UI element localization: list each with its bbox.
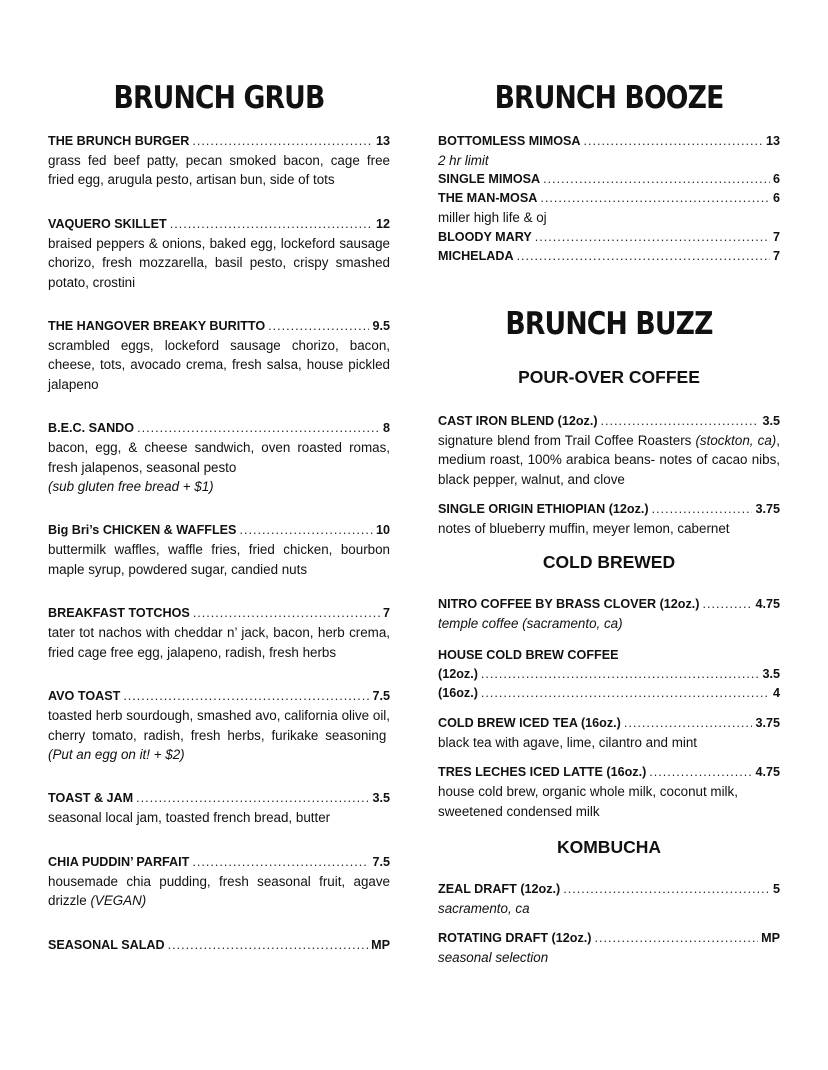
brunch-buzz-title: BRUNCH BUZZ: [505, 305, 713, 342]
item-description: [438, 431, 780, 489]
menu-item: [48, 521, 390, 579]
item-description-text: , medium roast, 100% arabica beans- notes of cacao nibs, black pepper, walnut, and clove: [438, 432, 780, 487]
item-name: CHIA PUDDIN’ PARFAIT: [48, 854, 190, 869]
item-name: BOTTOMLESS MIMOSA: [438, 134, 581, 148]
item-name: B.E.C. SANDO: [48, 421, 135, 436]
item-price: 5: [772, 882, 780, 897]
menu-item: [48, 853, 390, 911]
item-name: VAQUERO SKILLET: [48, 216, 167, 231]
menu-item: [438, 132, 780, 170]
brunch-grub-column: [48, 0, 390, 955]
item-description: seasonal local jam, toasted french bread, butter: [48, 810, 331, 826]
item-note: 2 hr limit: [438, 153, 489, 168]
item-price: 6: [772, 172, 780, 187]
item-name: BREAKFAST TOTCHOS: [48, 606, 190, 621]
menu-item: [48, 604, 390, 662]
item-name: HOUSE COLD BREW COFFEE: [438, 647, 619, 662]
item-name: THE HANGOVER BREAKY BURITTO: [48, 319, 266, 334]
item-description: black tea with agave, lime, cilantro and mint: [438, 734, 698, 750]
item-price: 12: [375, 216, 390, 231]
menu-item: [48, 317, 390, 394]
menu-item: [438, 170, 780, 189]
item-description-text: housemade chia pudding, fresh seasonal fruit, agave drizzle: [48, 873, 390, 909]
brunch-drinks-column: [438, 0, 780, 968]
item-price: 9.5: [372, 319, 390, 334]
item-name: SINGLE ORIGIN ETHIOPIAN (12oz.): [438, 502, 649, 517]
item-price: 3.75: [755, 502, 780, 517]
menu-item: [438, 500, 780, 538]
brunch-grub-title: BRUNCH GRUB: [113, 80, 325, 116]
item-price: 13: [765, 134, 780, 148]
menu-item: [48, 687, 390, 764]
item-name: SEASONAL SALAD: [48, 937, 165, 952]
menu-item: [48, 132, 390, 190]
menu-item: [438, 247, 780, 266]
item-name: TOAST & JAM: [48, 791, 134, 806]
item-description: [48, 872, 390, 911]
menu-item: [438, 595, 780, 633]
menu-item: [48, 789, 390, 827]
item-origin: (stockton, ca): [695, 432, 777, 448]
item-note: temple coffee (sacramento, ca): [438, 616, 623, 632]
menu-item: [438, 646, 780, 703]
item-name: ROTATING DRAFT (12oz.): [438, 931, 592, 946]
menu-item: [438, 763, 780, 821]
item-name: TRES LECHES ICED LATTE (16oz.): [438, 765, 647, 780]
size-name: (16oz.): [438, 685, 478, 700]
item-description: braised peppers & onions, baked egg, lockeford sausage chorizo, fresh mozzarella, basil pesto, crispy smashed potato, crostini: [48, 235, 390, 290]
pour-over-heading: POUR-OVER COFFEE: [518, 366, 700, 387]
item-price: 10: [375, 523, 390, 538]
item-price: 6: [772, 191, 780, 206]
item-description-text: signature blend from Trail Coffee Roasters: [438, 432, 692, 448]
item-description: buttermilk waffles, waffle fries, fried chicken, bourbon maple syrup, powdered sugar, candied nuts: [48, 542, 390, 577]
kombucha-heading: KOMBUCHA: [556, 837, 662, 858]
item-note: (Put an egg on it! + $2): [48, 746, 185, 762]
item-description: bacon, egg, & cheese sandwich, oven roasted romas, fresh jalapenos, seasonal pesto: [48, 440, 390, 475]
menu-item: [438, 412, 780, 489]
item-price: 4.75: [755, 597, 780, 612]
item-name: AVO TOAST: [48, 689, 121, 704]
menu-item: [438, 714, 780, 752]
size-price: 3.5: [762, 666, 780, 681]
item-price: 13: [375, 134, 390, 148]
item-note: (VEGAN): [90, 893, 147, 909]
menu-item: [438, 880, 780, 918]
size-price: 4: [772, 685, 780, 700]
item-name: ZEAL DRAFT (12oz.): [438, 882, 561, 897]
item-price: 3.75: [755, 715, 780, 730]
item-note: seasonal selection: [438, 950, 549, 966]
menu-item: [438, 228, 780, 247]
menu-item: [48, 936, 390, 955]
menu-item: [438, 189, 780, 227]
item-price: MP: [761, 931, 780, 946]
menu-item: [48, 419, 390, 496]
item-price: 7.5: [372, 854, 390, 869]
item-price: MP: [371, 937, 390, 952]
item-price: 4.75: [755, 765, 780, 780]
item-description: scrambled eggs, lockeford sausage chorizo, bacon, cheese, tots, avocado crema, fresh salsa, house pickled jalapeno: [48, 338, 390, 392]
item-note: sacramento, ca: [438, 901, 530, 917]
item-price: 7.5: [372, 689, 390, 704]
item-description: house cold brew, organic whole milk, coconut milk, sweetened condensed milk: [438, 784, 738, 819]
brunch-booze-title: BRUNCH BOOZE: [494, 80, 724, 116]
menu-item: [438, 929, 780, 967]
item-description: notes of blueberry muffin, meyer lemon, cabernet: [438, 521, 730, 537]
item-price: 8: [382, 421, 390, 436]
item-price: 3.5: [762, 413, 780, 428]
menu-item: [48, 215, 390, 292]
item-name: COLD BREW ICED TEA (16oz.): [438, 715, 621, 730]
item-name: SINGLE MIMOSA: [438, 172, 541, 187]
item-description: grass fed beef patty, pecan smoked bacon, cage free fried egg, arugula pesto, artisan bun, side of tots: [48, 153, 390, 188]
item-description: [48, 706, 390, 764]
item-name: BLOODY MARY: [438, 229, 532, 244]
item-description: miller high life & oj: [438, 210, 547, 226]
item-name: MICHELADA: [438, 248, 514, 263]
item-price: 7: [772, 248, 780, 263]
item-description: tater tot nachos with cheddar n’ jack, bacon, herb crema, fried cage free egg, jalapeno, radish, fresh herbs: [48, 625, 390, 660]
item-name: CAST IRON BLEND (12oz.): [438, 413, 598, 428]
cold-brewed-heading: COLD BREWED: [542, 552, 676, 573]
size-name: (12oz.): [438, 666, 478, 681]
item-price: 3.5: [372, 791, 390, 806]
item-price: 7: [382, 606, 390, 621]
item-note: (sub gluten free bread + $1): [48, 479, 214, 495]
item-description-text: toasted herb sourdough, smashed avo, california olive oil, cherry tomato, radish, fresh herbs, furikake seasoning: [48, 708, 390, 743]
item-name: THE MAN-MOSA: [438, 191, 538, 206]
item-name: THE BRUNCH BURGER: [48, 134, 190, 148]
item-price: 7: [772, 229, 780, 244]
item-name: NITRO COFFEE BY BRASS CLOVER (12oz.): [438, 597, 700, 612]
item-name: Big Bri’s CHICKEN & WAFFLES: [48, 523, 237, 538]
